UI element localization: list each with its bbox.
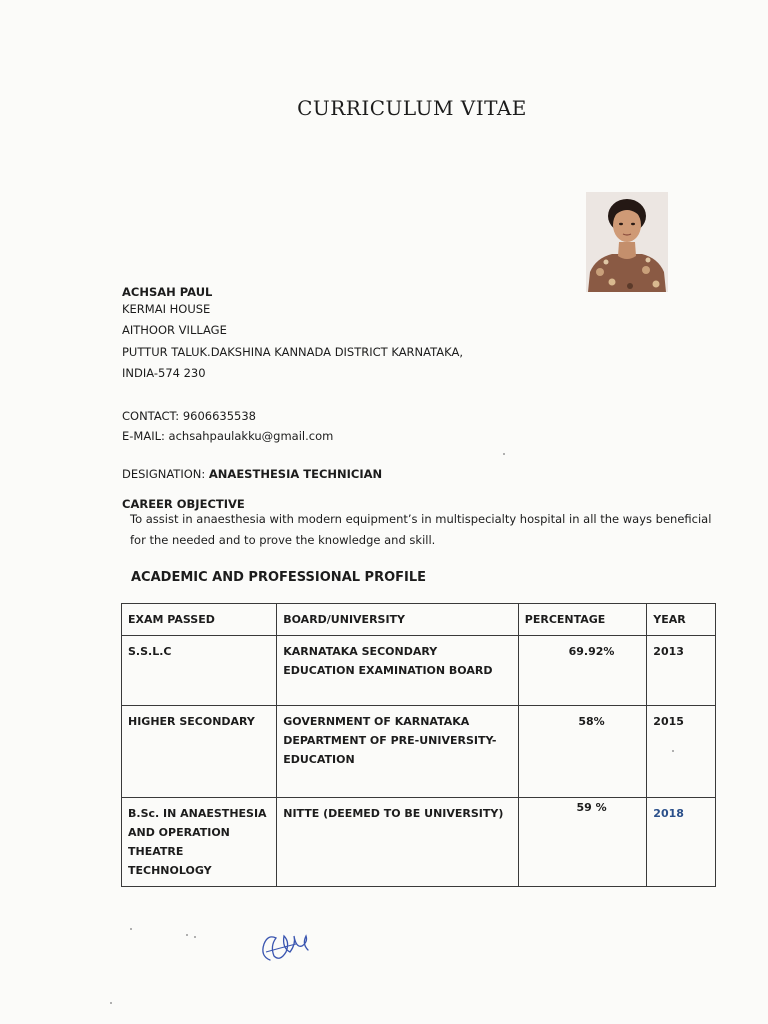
cell-year: 2018	[647, 798, 716, 887]
cell-percentage: 58%	[518, 706, 647, 798]
cell-exam: B.Sc. IN ANAESTHESIA AND OPERATION THEATRE TECHNOLOGY	[122, 798, 277, 887]
cell-year: 2015	[647, 706, 716, 798]
table-header-row	[122, 604, 716, 636]
address-line-1: KERMAI HOUSE	[122, 302, 211, 316]
address-line-4: INDIA-574 230	[122, 366, 206, 380]
designation-value: ANAESTHESIA TECHNICIAN	[208, 467, 383, 481]
academic-profile-table	[121, 603, 716, 887]
cell-percentage: 69.92%	[518, 636, 647, 706]
scan-speck	[503, 453, 505, 455]
scan-speck	[186, 934, 188, 936]
designation-line	[122, 467, 382, 481]
profile-photo	[586, 192, 668, 292]
scan-speck	[130, 928, 132, 930]
scan-speck	[672, 750, 674, 752]
table-row	[122, 636, 716, 706]
cell-exam: S.S.L.C	[122, 636, 277, 706]
profile-photo-image	[586, 192, 668, 292]
contact-value: 9606635538	[182, 409, 256, 423]
email-value: achsahpaulakku@gmail.com	[168, 429, 334, 443]
cell-percentage: 59 %	[518, 798, 647, 887]
cell-board: GOVERNMENT OF KARNATAKA DEPARTMENT OF PRE-UNIVERSITY-EDUCATION	[277, 706, 519, 798]
career-objective-text: To assist in anaesthesia with modern equipment’s in multispecialty hospital in all the ways beneficial for the needed and to prove the knowledge and skill.	[130, 512, 712, 547]
contact-line	[122, 409, 256, 423]
scan-speck	[194, 936, 196, 938]
cell-exam: HIGHER SECONDARY	[122, 706, 277, 798]
cell-board: KARNATAKA SECONDARY EDUCATION EXAMINATION BOARD	[277, 636, 519, 706]
header-exam-passed: EXAM PASSED	[122, 604, 277, 636]
email-label: E-MAIL:	[122, 429, 169, 443]
designation-label: DESIGNATION:	[122, 467, 209, 481]
header-percentage: PERCENTAGE	[518, 604, 647, 636]
applicant-name: ACHSAH PAUL	[122, 285, 213, 299]
career-objective-heading: CAREER OBJECTIVE	[122, 497, 245, 511]
contact-label: CONTACT:	[122, 409, 183, 423]
table-row	[122, 706, 716, 798]
email-line	[122, 429, 333, 443]
scan-speck	[110, 1002, 112, 1004]
academic-profile-heading: ACADEMIC AND PROFESSIONAL PROFILE	[131, 570, 427, 585]
document-title: CURRICULUM VITAE	[297, 96, 527, 120]
header-year: YEAR	[647, 604, 716, 636]
table-row	[122, 798, 716, 887]
header-board-university: BOARD/UNIVERSITY	[277, 604, 519, 636]
address-line-2: AITHOOR VILLAGE	[122, 323, 227, 337]
cell-year: 2013	[647, 636, 716, 706]
address-line-3: PUTTUR TALUK.DAKSHINA KANNADA DISTRICT KARNATAKA,	[122, 345, 463, 359]
cell-board: NITTE (DEEMED TO BE UNIVERSITY)	[277, 798, 519, 887]
signature-mark	[256, 922, 316, 968]
